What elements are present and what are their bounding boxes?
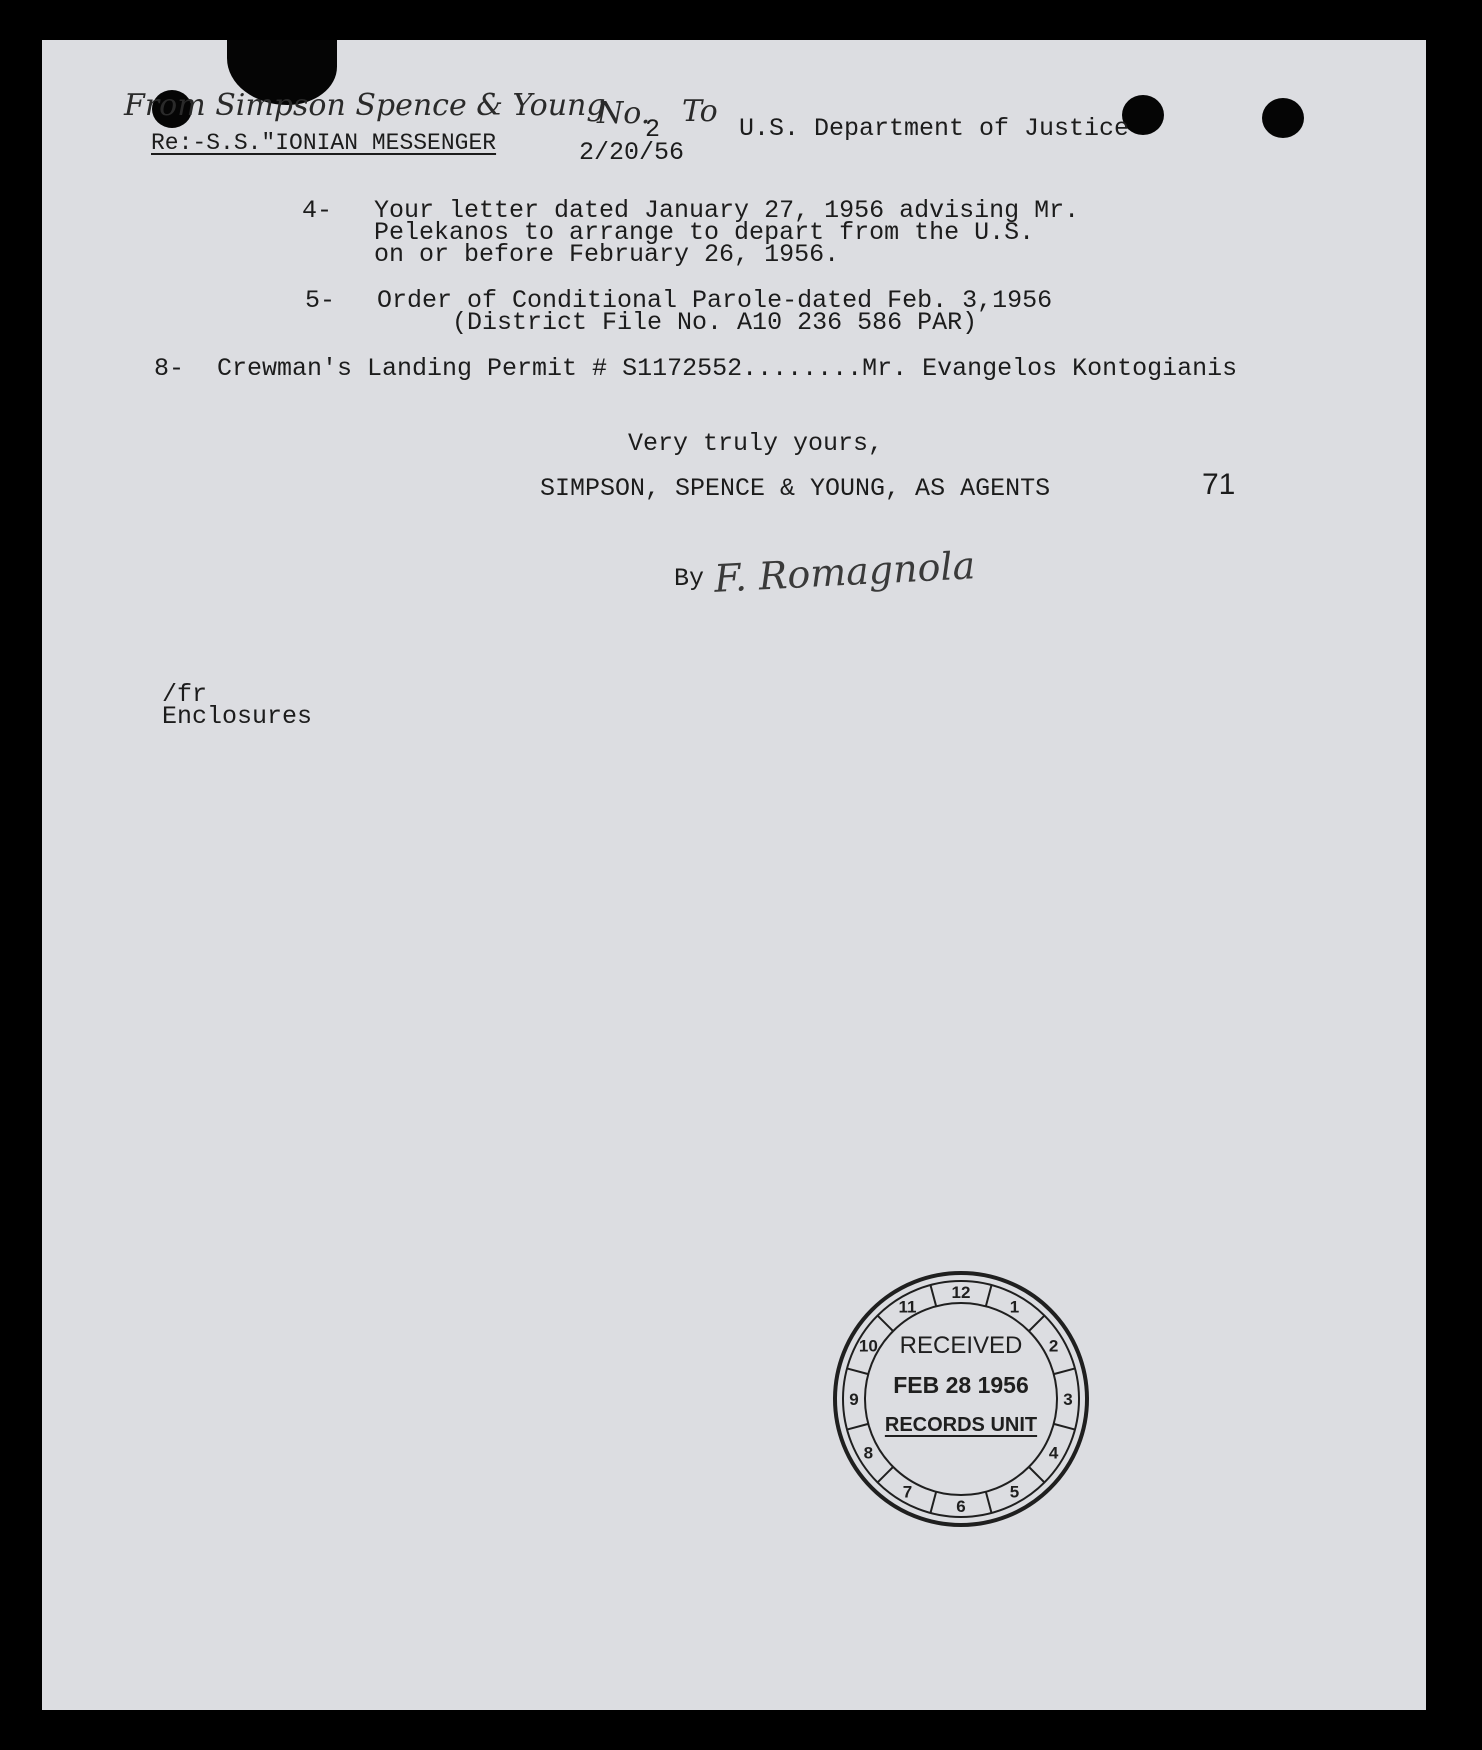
stamp-ring-number: 3: [1063, 1390, 1073, 1409]
stamp-ring-number: 12: [951, 1283, 971, 1302]
document-page: [42, 40, 1426, 1710]
stamp-ring-divider: [986, 1285, 992, 1306]
recipient: U.S. Department of Justice: [739, 114, 1130, 143]
item-line: Crewman's Landing Permit # S1172552........Mr. Evangelos Kontogianis: [217, 354, 1238, 383]
stamp-ring-divider: [930, 1492, 936, 1513]
stamp-ring-number: 2: [1048, 1336, 1059, 1356]
stamp-ring-number: 4: [1048, 1443, 1059, 1463]
page-number: 71: [1202, 468, 1236, 501]
by-label: By: [674, 564, 705, 593]
stamp-ring-divider: [930, 1285, 936, 1306]
no-value: 2: [645, 115, 661, 144]
item-line: (District File No. A10 236 586 PAR): [377, 308, 978, 337]
stamp-ring-number: 9: [849, 1390, 859, 1409]
stamp-date: FEB 28 1956: [893, 1372, 1029, 1398]
stamp-ring-divider: [878, 1316, 894, 1332]
stamp-ring-divider: [1029, 1467, 1045, 1483]
salutation: Very truly yours,: [628, 429, 884, 458]
item-line: Pelekanos to arrange to depart from the U.S.: [374, 218, 1035, 247]
from-handwritten: From Simpson Spence & Young: [124, 88, 606, 123]
stamp-received: RECEIVED: [899, 1332, 1023, 1359]
item-line: Order of Conditional Parole-dated Feb. 3,1956: [377, 286, 1053, 315]
item-line: Your letter dated January 27, 1956 advising Mr.: [374, 196, 1080, 225]
item-number: 8-: [154, 354, 185, 383]
stamp-ring-divider: [986, 1492, 992, 1513]
stamp-rings: [830, 1268, 1092, 1530]
stamp-ring-number: 6: [956, 1497, 966, 1516]
item-number: 4-: [302, 196, 333, 225]
signature: F. Romagnola: [713, 543, 977, 601]
letter-date: 2/20/56: [579, 138, 685, 167]
stamp-ring-number: 1: [1009, 1297, 1020, 1317]
stamp-ring-number: 10: [858, 1336, 878, 1356]
typist-initials: /fr: [162, 680, 208, 709]
punch-hole-right: [1262, 98, 1304, 138]
to-label: To: [682, 94, 718, 129]
stamp-ring-divider: [878, 1467, 894, 1483]
stamp-ring-number: 8: [863, 1443, 874, 1463]
item-line: on or before February 26, 1956.: [374, 240, 840, 269]
no-label: No.: [597, 96, 651, 131]
stamp-ring-number: 5: [1009, 1482, 1020, 1502]
company-name: SIMPSON, SPENCE & YOUNG, AS AGENTS: [540, 474, 1051, 503]
re-line: Re:-S.S."IONIAN MESSENGER: [151, 130, 497, 156]
stamp-ring-number: 11: [898, 1297, 917, 1317]
enclosures-label: Enclosures: [162, 702, 313, 731]
stamp-ring-divider: [1029, 1316, 1045, 1332]
stamp-ring-number: 7: [902, 1482, 913, 1502]
stamp-unit: RECORDS UNIT: [884, 1414, 1038, 1436]
item-number: 5-: [305, 286, 336, 315]
received-stamp: [830, 1268, 1092, 1530]
